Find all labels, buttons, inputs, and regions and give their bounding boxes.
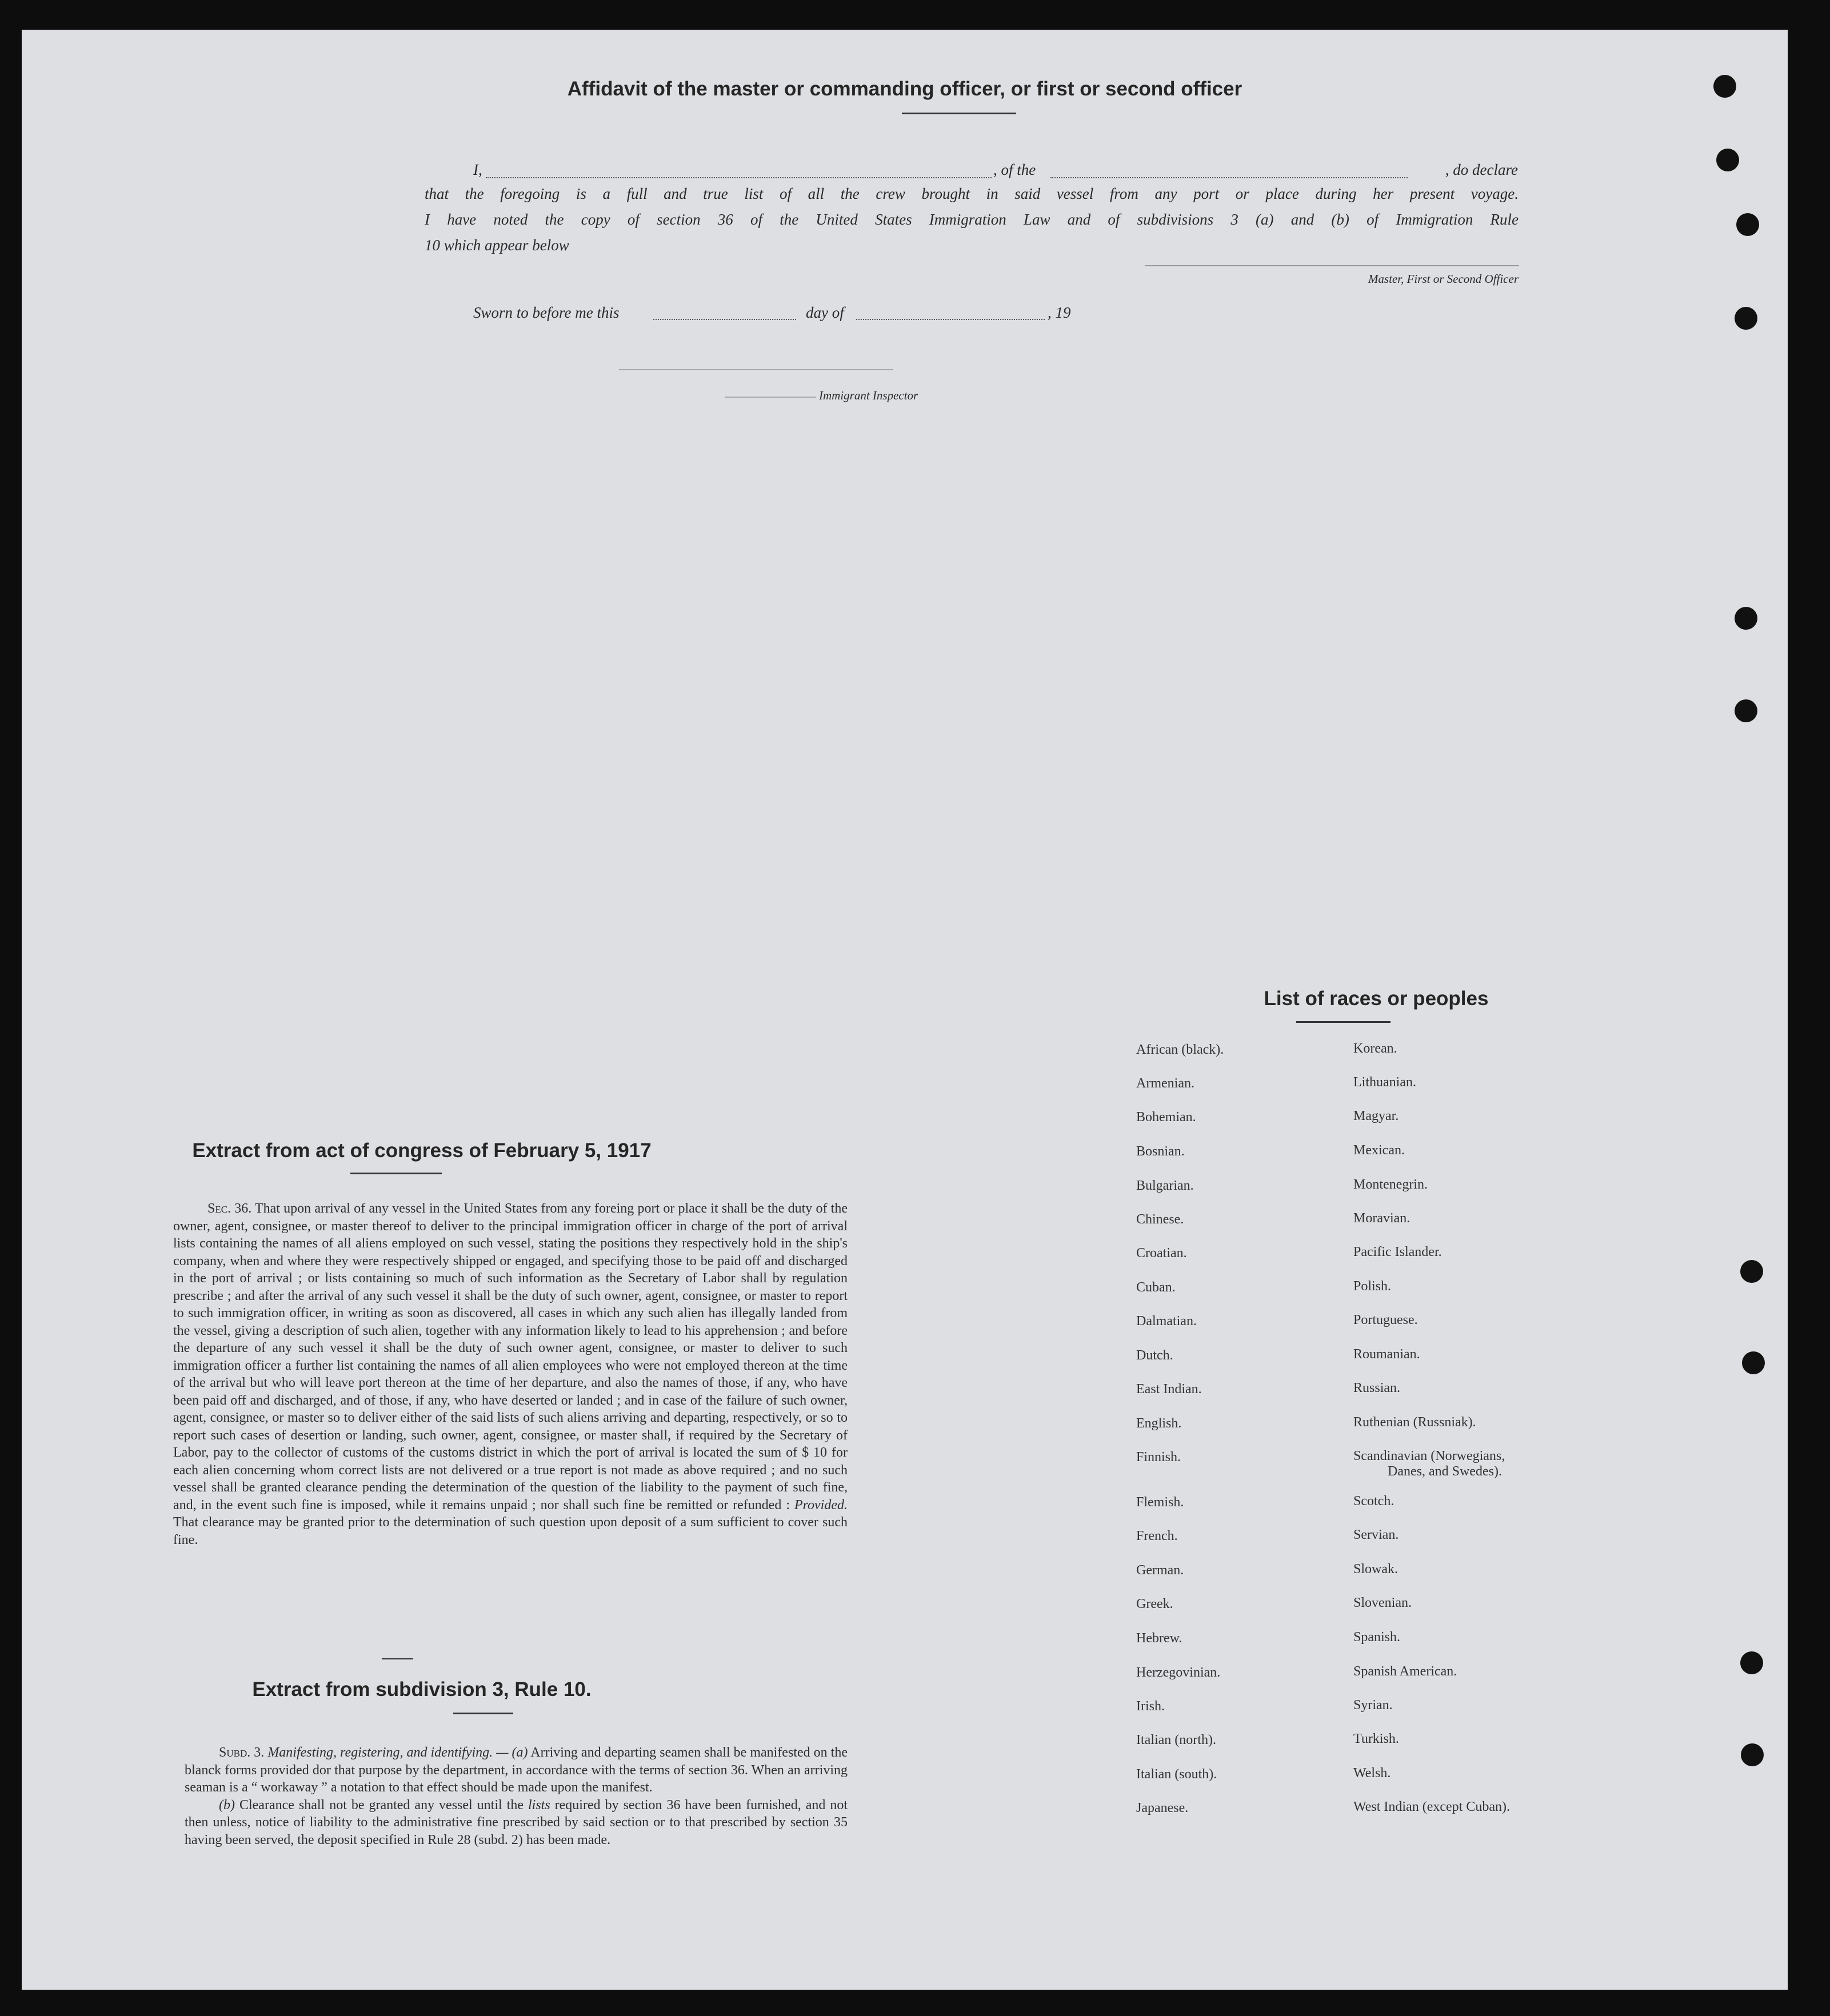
i-label: I, xyxy=(473,161,482,178)
race-item: Scotch. xyxy=(1353,1494,1395,1509)
race-item: Montenegrin. xyxy=(1353,1177,1428,1192)
race-item: Slowak. xyxy=(1353,1562,1398,1577)
race-item: Welsh. xyxy=(1353,1766,1391,1781)
section-36-text xyxy=(173,1200,848,1549)
race-item: Turkish. xyxy=(1353,1731,1399,1746)
punch-hole xyxy=(1735,307,1757,330)
race-item: German. xyxy=(1136,1563,1184,1578)
punch-hole xyxy=(1716,149,1739,171)
punch-hole xyxy=(1735,607,1757,630)
officer-caption: Master, First or Second Officer xyxy=(1368,272,1519,286)
inspector-signature-line[interactable] xyxy=(619,369,893,370)
race-item: Finnish. xyxy=(1136,1450,1181,1465)
race-item: Syrian. xyxy=(1353,1698,1393,1713)
races-title: List of races or peoples xyxy=(1264,987,1489,1010)
races-title-rule xyxy=(1296,1021,1391,1023)
affidavit-title-rule xyxy=(902,113,1016,114)
punch-hole xyxy=(1742,1351,1765,1374)
document-page xyxy=(22,30,1788,1990)
race-item: Magyar. xyxy=(1353,1109,1399,1123)
race-item: Greek. xyxy=(1136,1597,1173,1611)
race-item: Hebrew. xyxy=(1136,1631,1182,1646)
race-item: West Indian (except Cuban). xyxy=(1353,1799,1510,1814)
punch-hole xyxy=(1740,1260,1763,1283)
of-the-label: , of the xyxy=(993,161,1036,178)
affidavit-line-1 xyxy=(22,161,1788,182)
subd-heading: Manifesting, registering, and identifying. — (a) xyxy=(267,1745,528,1760)
race-item: Cuban. xyxy=(1136,1280,1176,1295)
race-item: Portuguese. xyxy=(1353,1313,1418,1327)
race-item: Croatian. xyxy=(1136,1246,1187,1261)
race-item: Italian (south). xyxy=(1136,1767,1217,1782)
race-item: Ruthenian (Russniak). xyxy=(1353,1415,1476,1430)
race-item: East Indian. xyxy=(1136,1382,1202,1397)
extract-act-title: Extract from act of congress of February 5, 1917 xyxy=(192,1139,652,1162)
sworn-line xyxy=(22,304,1788,325)
race-item: Lithuanian. xyxy=(1353,1075,1416,1090)
sworn-day-blank[interactable] xyxy=(653,319,796,320)
race-item: Scandinavian (Norwegians, xyxy=(1353,1449,1505,1463)
officer-signature-line[interactable] xyxy=(1145,265,1519,266)
extract-rule-title-rule xyxy=(453,1713,513,1714)
vessel-blank[interactable] xyxy=(1050,177,1408,178)
punch-hole xyxy=(1713,75,1736,98)
race-item: Armenian. xyxy=(1136,1076,1194,1091)
race-item: Herzegovinian. xyxy=(1136,1665,1221,1680)
race-item: Chinese. xyxy=(1136,1212,1184,1227)
section-36-body-end: That clearance may be granted prior to the determination of such question upon deposit of a sum sufficient to cover such fine. xyxy=(173,1515,848,1547)
sec-label: Sec. 36. xyxy=(207,1201,252,1216)
race-item: Japanese. xyxy=(1136,1801,1189,1815)
sworn-month-blank[interactable] xyxy=(856,319,1045,320)
name-blank[interactable] xyxy=(486,177,992,178)
race-item: Spanish American. xyxy=(1353,1664,1457,1679)
do-declare-label: , do declare xyxy=(1445,161,1518,178)
section-end-rule xyxy=(382,1658,413,1659)
rule-10-text xyxy=(185,1744,848,1849)
race-item: Roumanian. xyxy=(1353,1347,1420,1362)
race-item: Polish. xyxy=(1353,1279,1392,1294)
provided-word: Provided. xyxy=(794,1497,848,1513)
extract-rule-title: Extract from subdivision 3, Rule 10. xyxy=(252,1678,592,1701)
race-item: Italian (north). xyxy=(1136,1733,1216,1747)
extract-act-title-rule xyxy=(350,1173,442,1174)
race-item: Bohemian. xyxy=(1136,1110,1196,1125)
race-item: French. xyxy=(1136,1529,1178,1543)
sworn-label: Sworn to before me this xyxy=(473,304,620,321)
race-item: Dutch. xyxy=(1136,1348,1173,1363)
race-item: Bosnian. xyxy=(1136,1144,1185,1159)
affidavit-line-4: 10 which appear below xyxy=(425,237,569,254)
inspector-caption-rule xyxy=(725,397,816,398)
race-item: Korean. xyxy=(1353,1041,1397,1056)
race-item: Bulgarian. xyxy=(1136,1178,1194,1193)
punch-hole xyxy=(1740,1651,1763,1674)
subd-label: Subd. 3. xyxy=(219,1745,265,1760)
race-item: Russian. xyxy=(1353,1381,1401,1395)
race-item: Dalmatian. xyxy=(1136,1314,1197,1329)
punch-hole xyxy=(1736,213,1759,236)
race-item: African (black). xyxy=(1136,1042,1224,1057)
race-item: Danes, and Swedes). xyxy=(1388,1464,1502,1479)
race-item: Flemish. xyxy=(1136,1495,1184,1510)
race-item: Mexican. xyxy=(1353,1143,1405,1158)
para-b-2: required by section 36 have been furnished, and not then unless, notice of liability to the administrative fine prescribed by said section or to that prescribed by section 35 having been served, the deposit specified in Rule 28 (subd. 2) has been made. xyxy=(185,1797,848,1847)
day-of-label: day of xyxy=(806,304,844,321)
race-item: Servian. xyxy=(1353,1527,1399,1542)
affidavit-line-2: that the foregoing is a full and true list of all the crew brought in said vessel from any port or place during her present voyage. xyxy=(425,185,1519,202)
race-item: Spanish. xyxy=(1353,1630,1401,1645)
year-label: , 19 xyxy=(1048,304,1071,321)
race-item: Irish. xyxy=(1136,1699,1165,1714)
race-item: Moravian. xyxy=(1353,1211,1411,1226)
lists-word: lists xyxy=(528,1797,550,1813)
punch-hole xyxy=(1741,1743,1764,1766)
para-b-1: Clearance shall not be granted any vessel until the xyxy=(239,1797,524,1813)
race-item: English. xyxy=(1136,1416,1182,1431)
punch-hole xyxy=(1735,699,1757,722)
race-item: Slovenian. xyxy=(1353,1595,1412,1610)
race-item: Pacific Islander. xyxy=(1353,1245,1442,1259)
affidavit-title: Affidavit of the master or commanding officer, or first or second officer xyxy=(567,78,1242,100)
b-label: (b) xyxy=(219,1797,235,1813)
para-a: Arriving and departing seamen shall be manifested on the blanck forms provided dor that purpose by the department, in accordance with the terms of section 36. When an arriving seaman is a “ workaway ” a notation to that effect should be made upon the manifest. xyxy=(185,1745,848,1795)
section-36-body: That upon arrival of any vessel in the United States from any foreing port or place it shall be the duty of the owner, agent, consignee, or master thereof to deliver to the principal immigration officer in charge of the port of arrival lists containing the names of all aliens employed on such vessel, stating the positions they respectively hold in the ship's company, when and where they were respectively shipped or engaged, and specifying those to be paid off and discharged in the port of arrival ; or lists containing so much of such information as the Secretary of Labor shall by regulation prescribe ; and after the arrival of any such vessel it shall be the duty of such owner, agent, consignee, or master to report to such immigration officer, in writing as soon as discovered, all cases in which any such alien has illegally landed from the vessel, giving a description of such alien, together with any information likely to lead to his apprehension ; and before the departure of any such vessel it shall be the duty of such owner agent, consignee, or master to deliver to such immigration officer a further list containing the names of all alien employees who were not employed thereon at the time of the arrival but who will leave port thereon at the time of her departure, and also the names of those, if any, who have been paid off and discharged, and of those, if any, who have deserted or landed ; and in case of the failure of such owner, agent, consignee, or master so to deliver either of the said lists of such aliens arriving and departing, respectively, or so to report such cases of desertion or landing, such owner, agent, consignee, or master shall, if required by the Secretary of Labor, pay to the collector of customs of the customs district in which the port of arrival is located the sum of $ 10 for each alien concerning whom correct lists are not delivered or a true report is not made as above required ; and no such vessel shall be granted clearance pending the determination of the question of the liability to the payment of such fine, and, in the event such fine is imposed, while it remains unpaid ; nor shall such fine be remitted or refunded : xyxy=(173,1201,848,1513)
affidavit-line-3: I have noted the copy of section 36 of the United States Immigration Law and of subdivisions 3 (a) and (b) of Immigration Rule xyxy=(425,211,1519,228)
inspector-caption: Immigrant Inspector xyxy=(819,389,918,402)
